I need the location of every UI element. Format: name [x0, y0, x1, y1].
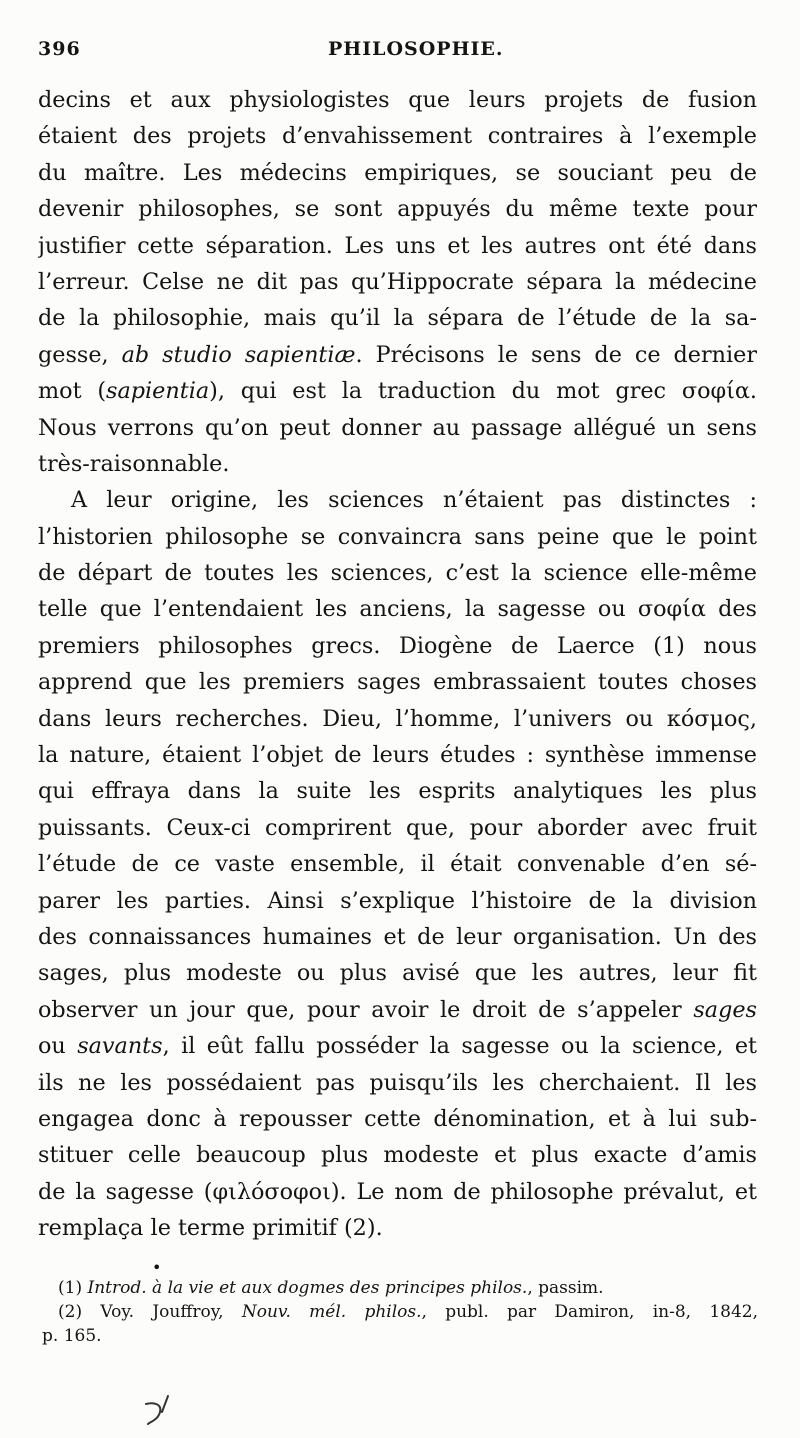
footnote-2 — [58, 1300, 758, 1324]
footnote-1-title: Introd. à la vie et aux dogmes des principes philos. — [87, 1278, 528, 1298]
text-line: apprend que les premiers sages embrassaient toutes choses — [38, 669, 757, 696]
text-line: l’historien philosophe se convaincra sans peine que le point — [38, 523, 757, 550]
text-line: devenir philosophes, se sont appuyés du même texte pour — [38, 196, 757, 223]
text-line: l’étude de ce vaste ensemble, il était convenable d’en sé- — [38, 851, 757, 878]
text-line: qui effraya dans la suite les esprits analytiques les plus — [38, 778, 757, 805]
text-line: premiers philosophes grecs. Diogène de Laerce (1) nous — [38, 632, 757, 659]
text-line: telle que l’entendaient les anciens, la sagesse ou σοφία des — [38, 596, 757, 623]
footnotes — [42, 1276, 759, 1348]
footnote-1-rest: , passim. — [527, 1278, 604, 1298]
text-line: engagea donc à repousser cette dénomination, et à lui sub- — [38, 1105, 757, 1132]
footnote-2-number: (2) — [58, 1302, 83, 1322]
text-line: mot (sapientia), qui est la traduction du mot grec σοφία. — [38, 378, 757, 405]
text-line: des connaissances humaines et de leur organisation. Un des — [38, 923, 757, 950]
text-line: la nature, étaient l’objet de leurs études : synthèse immense — [38, 742, 757, 769]
text-line: de la sagesse (φιλόσοφοι). Le nom de philosophe prévalut, et — [38, 1178, 757, 1205]
footnote-2-rest: , publ. par Damiron, in-8, 1842, — [421, 1302, 759, 1322]
text-line: sages, plus modeste ou plus avisé que les autres, leur fit — [38, 960, 757, 987]
footnote-1-number: (1) — [58, 1278, 83, 1298]
footnote-1 — [58, 1276, 758, 1300]
text-line: très-raisonnable. — [38, 450, 230, 477]
page-number: 396 — [38, 38, 81, 60]
pen-mark-icon — [140, 1390, 190, 1430]
text-line: de la philosophie, mais qu’il la sépara de l’étude de la sa- — [38, 305, 757, 332]
footnote-2-title: Nouv. mél. philos. — [241, 1302, 422, 1322]
text-line: puissants. Ceux-ci comprirent que, pour aborder avec fruit — [38, 814, 757, 841]
text-line: remplaça le terme primitif (2). — [38, 1215, 383, 1242]
running-title: PHILOSOPHIE. — [328, 38, 504, 60]
text-line: gesse, ab studio sapientiæ. Précisons le sens de ce dernier — [38, 341, 757, 368]
text-line: A leur origine, les sciences n’étaient pas distinctes : — [71, 487, 757, 514]
text-line: parer les parties. Ainsi s’explique l’histoire de la division — [38, 887, 757, 914]
text-line: ou savants, il eût fallu posséder la sagesse ou la science, et — [38, 1033, 757, 1060]
footnote-mark: • — [152, 1258, 162, 1277]
footnote-2-continuation: p. 165. — [42, 1326, 102, 1346]
text-line: l’erreur. Celse ne dit pas qu’Hippocrate sépara la médecine — [38, 268, 757, 295]
text-line: stituer celle beaucoup plus modeste et plus exacte d’amis — [38, 1142, 757, 1169]
text-line: dans leurs recherches. Dieu, l’homme, l’univers ou κόσμος, — [38, 705, 757, 732]
page-header — [38, 38, 762, 64]
text-line: du maître. Les médecins empiriques, se souciant peu de — [38, 159, 757, 186]
text-line: étaient des projets d’envahissement contraires à l’exemple — [38, 123, 757, 150]
text-line: justifier cette séparation. Les uns et les autres ont été dans — [38, 232, 757, 259]
text-line: decins et aux physiologistes que leurs projets de fusion — [38, 87, 757, 113]
text-line: Nous verrons qu’on peut donner au passage allégué un sens — [38, 414, 757, 441]
body-text — [38, 82, 757, 1247]
text-line: observer un jour que, pour avoir le droit de s’appeler sages — [38, 996, 757, 1023]
text-line: ils ne les possédaient pas puisqu’ils les cherchaient. Il les — [38, 1069, 757, 1096]
text-line: de départ de toutes les sciences, c’est la science elle-même — [38, 560, 757, 587]
footnote-2-author: Voy. Jouffroy, — [100, 1302, 224, 1322]
